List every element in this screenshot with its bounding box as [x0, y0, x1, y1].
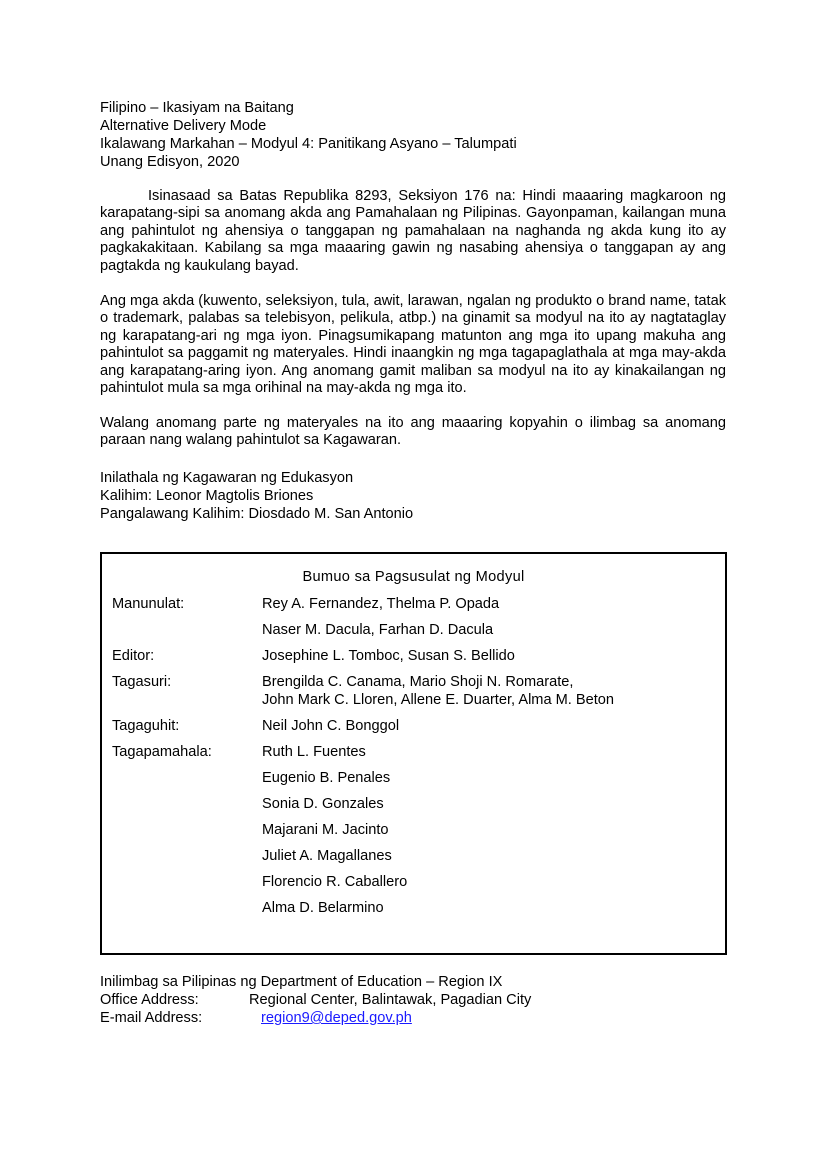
- role-names: Ruth L. Fuentes: [262, 744, 366, 760]
- role-names: Naser M. Dacula, Farhan D. Dacula: [262, 622, 494, 638]
- publisher-line: Inilathala ng Kagawaran ng Edukasyon: [100, 470, 354, 486]
- office-address-value: Regional Center, Balintawak, Pagadian City: [249, 992, 532, 1008]
- credits-title: Bumuo sa Pagsusulat ng Modyul: [302, 569, 525, 585]
- role-label: Editor:: [112, 648, 155, 664]
- module-line: Ikalawang Markahan – Modyul 4: Panitikang Asyano – Talumpati: [100, 136, 517, 152]
- printed-text: Inilimbag sa Pilipinas ng Department of Education – Region IX: [100, 974, 503, 990]
- role-names: Eugenio B. Penales: [262, 770, 391, 786]
- credits-box: [100, 552, 727, 955]
- email-link[interactable]: region9@deped.gov.ph: [261, 1010, 412, 1026]
- undersecretary-line: Pangalawang Kalihim: Diosdado M. San Antonio: [100, 506, 414, 522]
- publisher-block: [100, 469, 413, 523]
- role-names: Alma D. Belarmino: [262, 900, 384, 916]
- role-label: Tagasuri:: [112, 674, 172, 690]
- materials-paragraph: Ang mga akda (kuwento, seleksiyon, tula, awit, larawan, ngalan ng produkto o brand name, tatak o trademark, palabas sa telebisyon, pelikula, atbp.) na ginamit sa modyul na ito ay nagtataglay ng karapatang-ari ng mga iyon. Pinagsumikapang matunton ang mga ito upang makuha ang pahintulot sa paggamit ng materyales. Hindi inaangkin ng mga tagapaglathala at mga may-akda ang karapatang-aring iyon. Ang anomang gamit maliban sa modyul na ito ay kinakailangan ng pahintulot mula sa mga orihinal na may-akda ng mga ito.: [100, 293, 726, 397]
- role-names: [262, 674, 614, 709]
- edition-line: Unang Edisyon, 2020: [100, 154, 240, 170]
- email-address-label: E-mail Address:: [100, 1010, 203, 1026]
- role-label: Manunulat:: [112, 596, 185, 612]
- delivery-mode-line: Alternative Delivery Mode: [100, 118, 267, 134]
- role-names: Juliet A. Magallanes: [262, 848, 392, 864]
- role-label: Tagapamahala:: [112, 744, 212, 760]
- tagasuri-line-1: Brengilda C. Canama, Mario Shoji N. Romarate,: [262, 674, 574, 690]
- role-names: Josephine L. Tomboc, Susan S. Bellido: [262, 648, 515, 664]
- copyright-paragraph: Isinasaad sa Batas Republika 8293, Seksiyon 176 na: Hindi maaaring magkaroon ng karapatang-sipi sa anomang akda ang Pamahalaan ng Pilipinas. Gayonpaman, kailangan muna ang pahintulot ng ahensiya o tanggapan ng pamahalaan na naghanda ng akda kung ito ay pagkakakitaan. Kabilang sa mga maaaring gawin ng nasabing ahensiya o tanggapan ay ang pagtakda ng kaukulang bayad.: [100, 188, 726, 274]
- document-header: [100, 99, 517, 171]
- secretary-line: Kalihim: Leonor Magtolis Briones: [100, 488, 314, 504]
- role-names: Rey A. Fernandez, Thelma P. Opada: [262, 596, 500, 612]
- role-label: Tagaguhit:: [112, 718, 180, 734]
- role-names: Neil John C. Bonggol: [262, 718, 400, 734]
- office-address-label: Office Address:: [100, 992, 199, 1008]
- role-names: Sonia D. Gonzales: [262, 796, 384, 812]
- role-names: Majarani M. Jacinto: [262, 822, 389, 838]
- role-names: Florencio R. Caballero: [262, 874, 408, 890]
- reproduction-paragraph: Walang anomang parte ng materyales na ito ang maaaring kopyahin o ilimbag sa anomang paraan nang walang pahintulot sa Kagawaran.: [100, 415, 726, 449]
- tagasuri-line-2: John Mark C. Lloren, Allene E. Duarter, Alma M. Beton: [262, 691, 615, 708]
- subject-line: Filipino – Ikasiyam na Baitang: [100, 100, 294, 116]
